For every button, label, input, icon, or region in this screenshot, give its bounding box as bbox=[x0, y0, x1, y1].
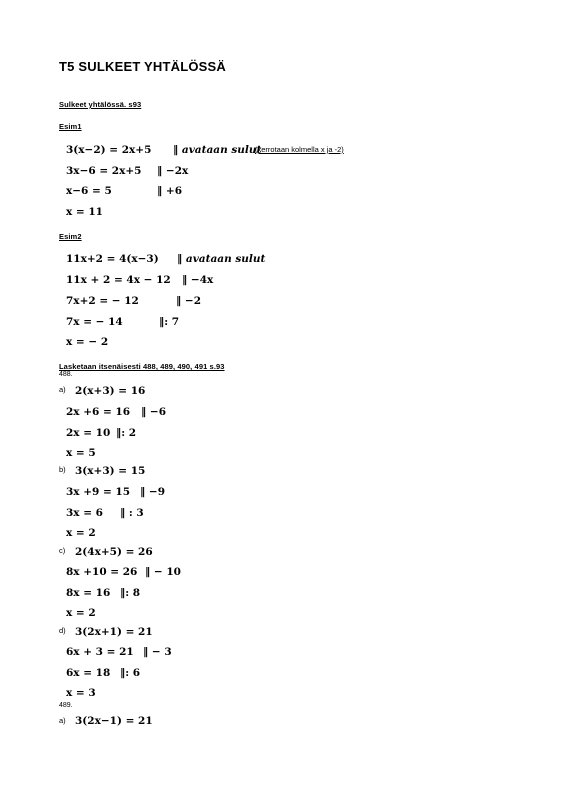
example1-heading: Esim1 bbox=[59, 122, 82, 131]
exercise-488d-line1: 3(2x+1) = 21 bbox=[75, 626, 153, 638]
example1-line2-operation: ‖ −2x bbox=[157, 165, 189, 177]
exercise-488-number: 488. bbox=[59, 371, 73, 378]
exercise-488b-line3-operation: ‖ : 3 bbox=[120, 507, 144, 519]
exercise-488b-line2: 3x +9 = 15 bbox=[66, 486, 131, 498]
example2-line1-operation: ‖ avataan sulut bbox=[177, 253, 266, 265]
example2-line3-equation: 7x+2 = − 12 bbox=[66, 295, 139, 307]
exercise-488c-line3-operation: ‖: 8 bbox=[120, 587, 141, 599]
exercise-488b-line1: 3(x+3) = 15 bbox=[75, 465, 146, 477]
exercise-488a-line3: 2x = 10 bbox=[66, 427, 111, 439]
example2-line3-operation: ‖ −2 bbox=[176, 295, 202, 307]
section-subtitle: Sulkeet yhtälössä. s93 bbox=[59, 100, 142, 109]
exercise-488a-line3-operation: ‖: 2 bbox=[116, 427, 137, 439]
exercise-488c-line4: x = 2 bbox=[66, 607, 96, 619]
example2-heading: Esim2 bbox=[59, 232, 82, 241]
example2-line2-operation: ‖ −4x bbox=[182, 274, 214, 286]
exercise-489-number: 489. bbox=[59, 702, 73, 709]
exercise-488c-line3: 8x = 16 bbox=[66, 587, 111, 599]
exercise-489a-line1: 3(2x−1) = 21 bbox=[75, 715, 153, 727]
example1-line3-equation: x−6 = 5 bbox=[66, 185, 112, 197]
exercise-488c-line2: 8x +10 = 26 bbox=[66, 566, 138, 578]
exercise-488a-line4: x = 5 bbox=[66, 447, 96, 459]
exercise-488d-line3-operation: ‖: 6 bbox=[120, 667, 141, 679]
exercise-489a-label: a) bbox=[59, 716, 66, 725]
exercise-488d-line2: 6x + 3 = 21 bbox=[66, 646, 134, 658]
example1-line4-equation: x = 11 bbox=[66, 206, 103, 218]
exercise-488d-line2-operation: ‖ − 3 bbox=[143, 646, 172, 658]
exercise-488c-line1: 2(4x+5) = 26 bbox=[75, 546, 153, 558]
exercise-488d-line3: 6x = 18 bbox=[66, 667, 111, 679]
exercise-488a-line1: 2(x+3) = 16 bbox=[75, 385, 146, 397]
example2-line1-equation: 11x+2 = 4(x−3) bbox=[66, 253, 159, 265]
example2-line4-operation: ‖: 7 bbox=[159, 316, 180, 328]
exercise-488b-line2-operation: ‖ −9 bbox=[140, 486, 166, 498]
exercise-488c-line2-operation: ‖ − 10 bbox=[145, 566, 181, 578]
page-title: T5 SULKEET YHTÄLÖSSÄ bbox=[59, 59, 227, 74]
example1-line1-note: (kerrotaan kolmella x ja -2) bbox=[255, 145, 344, 154]
exercise-488a-line2-operation: ‖ −6 bbox=[141, 406, 167, 418]
example1-line3-operation: ‖ +6 bbox=[157, 185, 183, 197]
example1-line2-equation: 3x−6 = 2x+5 bbox=[66, 165, 142, 177]
exercise-488b-line3: 3x = 6 bbox=[66, 507, 103, 519]
exercise-488a-line2: 2x +6 = 16 bbox=[66, 406, 131, 418]
exercise-488b-line4: x = 2 bbox=[66, 527, 96, 539]
example2-line2-equation: 11x + 2 = 4x − 12 bbox=[66, 274, 171, 286]
exercise-488b-label: b) bbox=[59, 465, 66, 474]
exercises-heading: Lasketaan itsenäisesti 488, 489, 490, 491 s.93 bbox=[59, 362, 225, 371]
exercise-488d-line4: x = 3 bbox=[66, 687, 96, 699]
example2-line5-equation: x = − 2 bbox=[66, 336, 109, 348]
example1-line1-equation: 3(x−2) = 2x+5 bbox=[66, 144, 152, 156]
exercise-488a-label: a) bbox=[59, 385, 66, 394]
example1-line1-operation: ‖ avataan sulut bbox=[173, 144, 262, 156]
exercise-488c-label: c) bbox=[59, 546, 66, 555]
example2-line4-equation: 7x = − 14 bbox=[66, 316, 123, 328]
exercise-488d-label: d) bbox=[59, 626, 66, 635]
